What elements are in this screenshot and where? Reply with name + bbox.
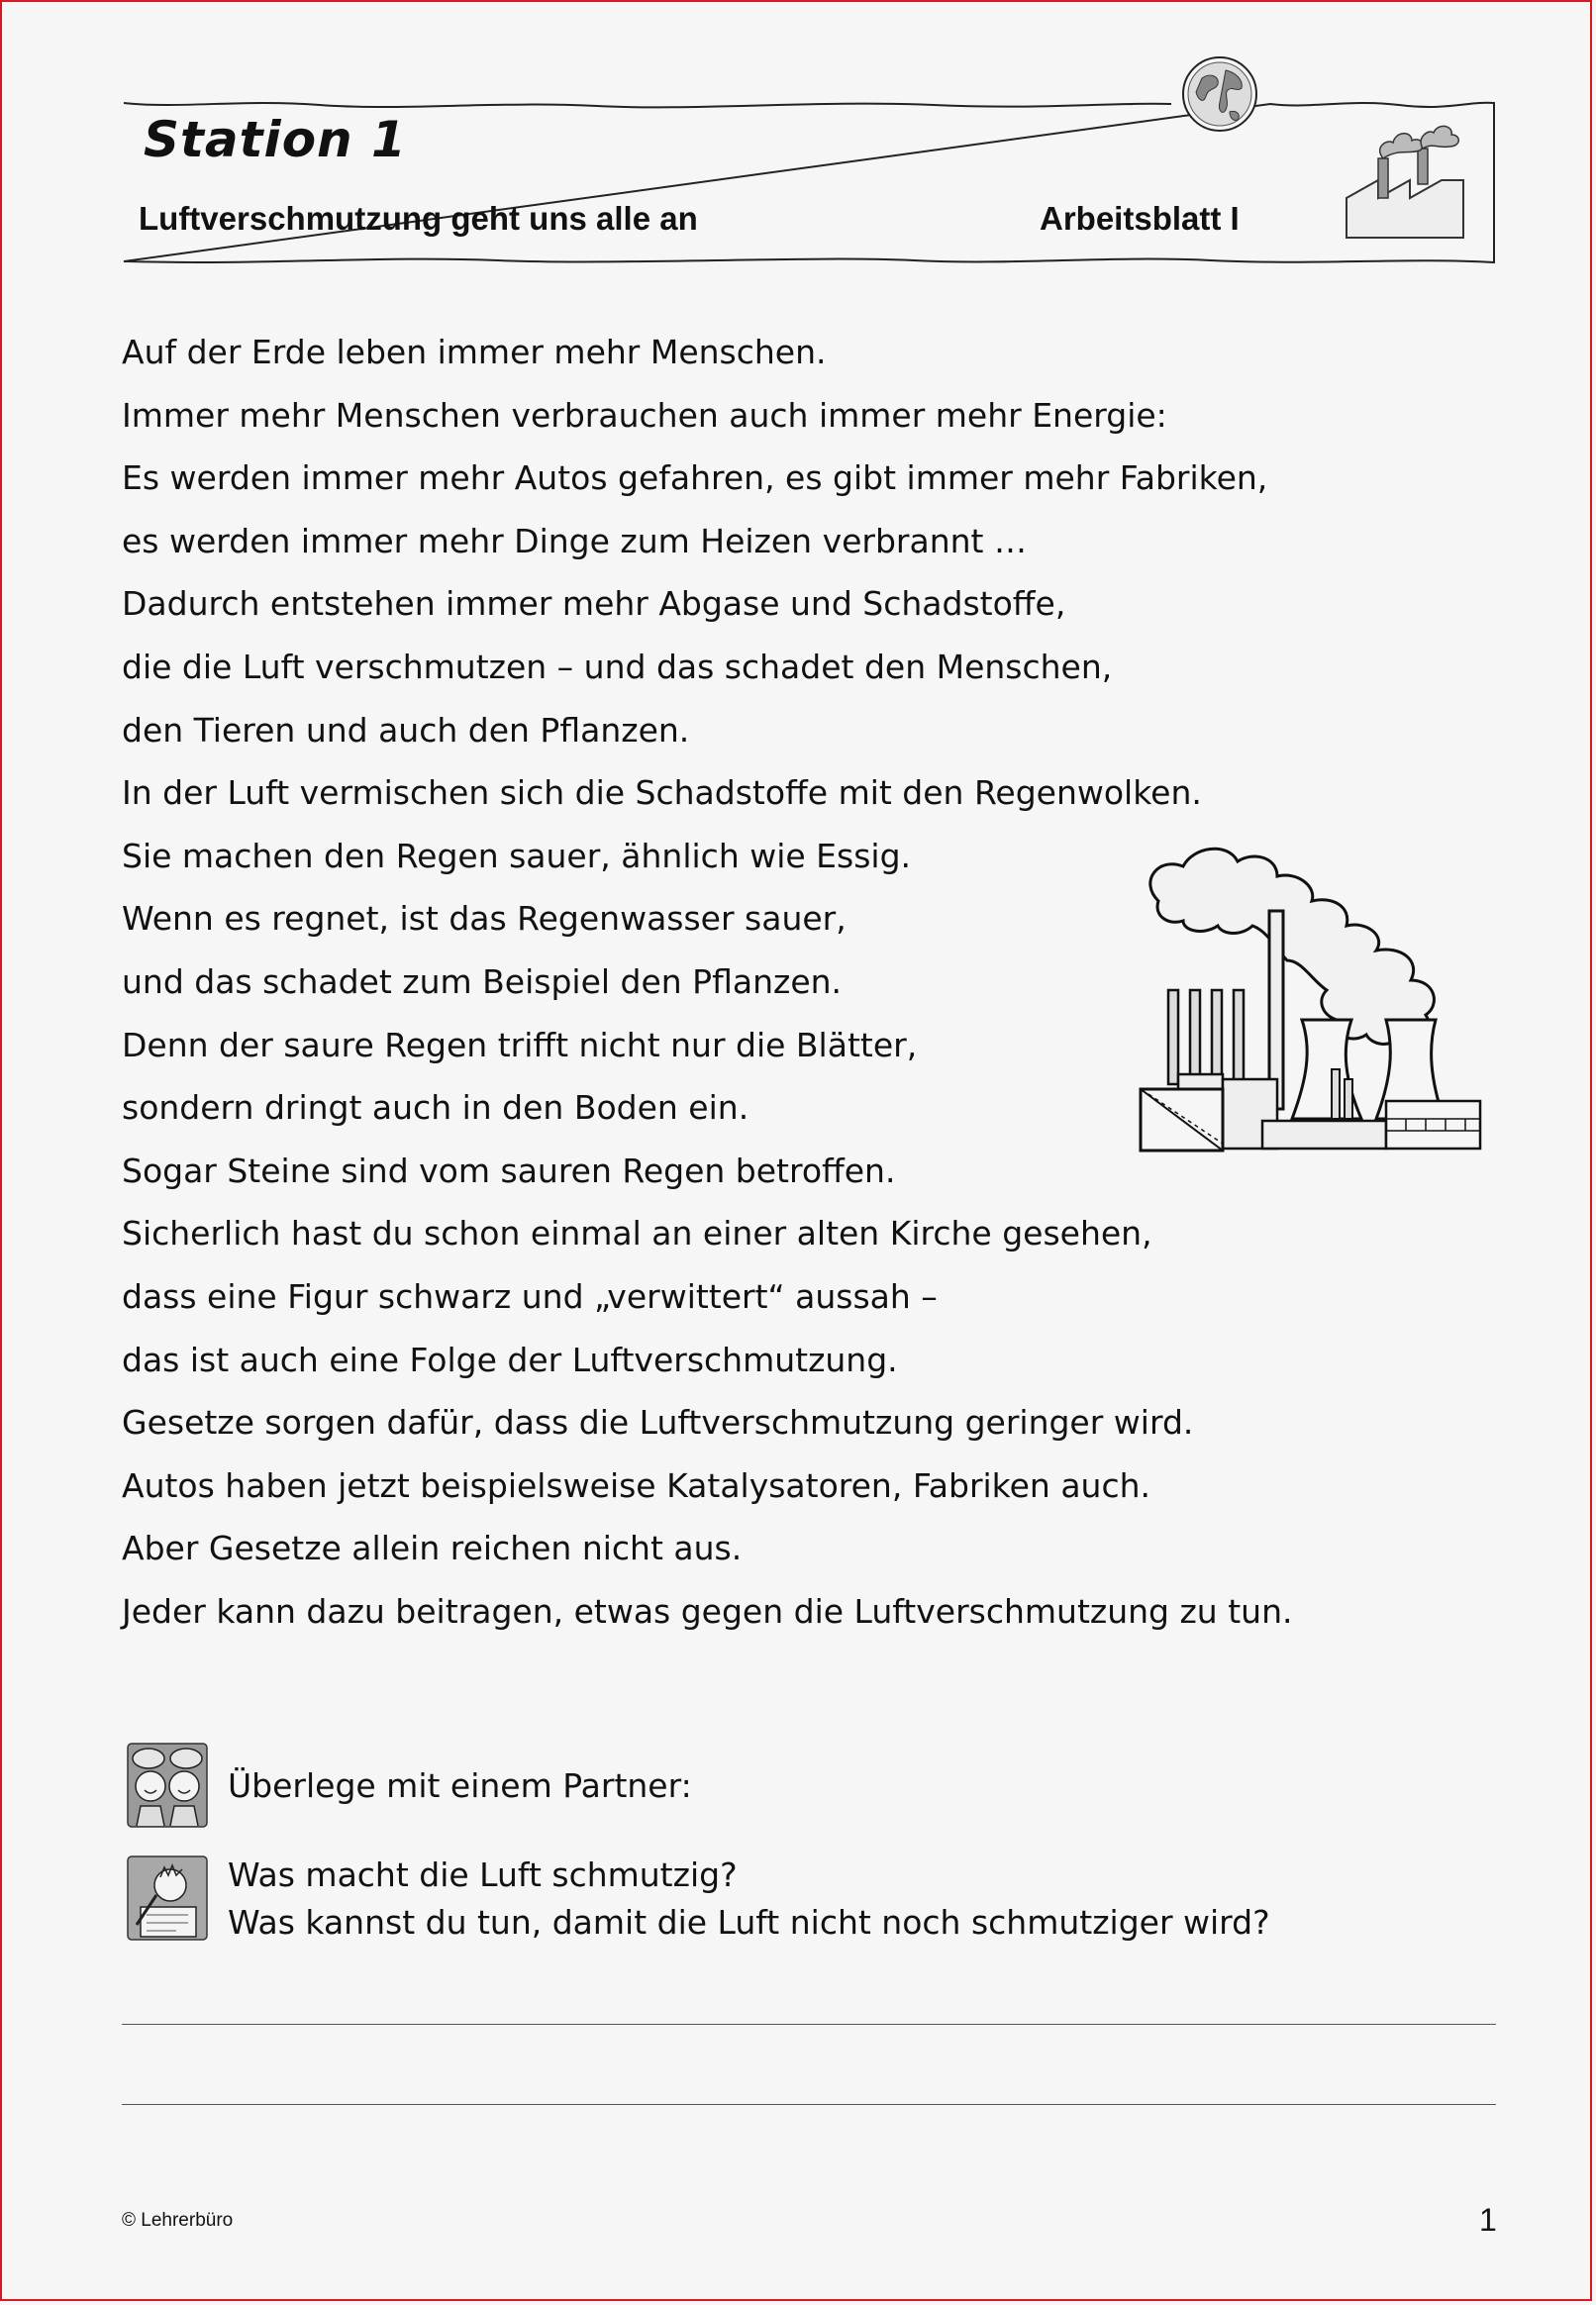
text-line: Immer mehr Menschen verbrauchen auch immer mehr Energie: — [122, 395, 1167, 435]
text-line: es werden immer mehr Dinge zum Heizen verbrannt … — [122, 521, 1027, 560]
text-line: dass eine Figur schwarz und „verwittert“ aussah – — [122, 1276, 938, 1316]
text-line: und das schadet zum Beispiel den Pflanzen. — [122, 961, 843, 1001]
partner-instruction: Überlege mit einem Partner: — [228, 1766, 692, 1805]
worksheet-subtitle: Luftverschmutzung geht uns alle an — [139, 200, 698, 237]
text-line: Es werden immer mehr Autos gefahren, es gibt immer mehr Fabriken, — [122, 458, 1268, 498]
text-line: den Tieren und auch den Pflanzen. — [122, 710, 690, 750]
text-line: Sicherlich hast du schon einmal an einer alten Kirche gesehen, — [122, 1214, 1152, 1253]
text-line: In der Luft vermischen sich die Schadstoffe mit den Regenwolken. — [122, 773, 1202, 813]
text-line: Auf der Erde leben immer mehr Menschen. — [122, 333, 827, 371]
text-line: Gesetze sorgen dafür, dass die Luftverschmutzung geringer wird. — [122, 1403, 1194, 1443]
text-line: Denn der saure Regen trifft nicht nur die Blätter, — [122, 1025, 918, 1064]
text-line: die die Luft verschmutzen – und das schadet den Menschen, — [122, 647, 1113, 686]
answer-line[interactable] — [122, 2104, 1496, 2105]
factory-icon — [1339, 119, 1467, 243]
text-line: das ist auch eine Folge der Luftverschmutzung. — [122, 1340, 898, 1379]
text-line: Wenn es regnet, ist das Regenwasser sauer, — [122, 899, 847, 939]
text-line: Jeder kann dazu beitragen, etwas gegen die Luftverschmutzung zu tun. — [122, 1591, 1293, 1631]
text-line: Aber Gesetze allein reichen nicht aus. — [122, 1529, 743, 1568]
text-line: Sogar Steine sind vom sauren Regen betroffen. — [122, 1151, 896, 1190]
station-title: Station 1 — [144, 111, 407, 168]
text-line: sondern dringt auch in den Boden ein. — [122, 1088, 749, 1128]
writing-task-icon — [127, 1855, 208, 1941]
power-plant-illustration — [1139, 842, 1485, 1158]
worksheet-label: Arbeitsblatt I — [1040, 200, 1240, 237]
partner-work-icon — [127, 1743, 208, 1828]
page-number: 1 — [1479, 2202, 1497, 2238]
question-what-can-you-do: Was kannst du tun, damit die Luft nicht noch schmutziger wird? — [228, 1903, 1270, 1942]
text-line: Dadurch entstehen immer mehr Abgase und Schadstoffe, — [122, 584, 1066, 624]
question-air-pollution-causes: Was macht die Luft schmutzig? — [228, 1855, 738, 1894]
text-line: Autos haben jetzt beispielsweise Katalysatoren, Fabriken auch. — [122, 1465, 1151, 1505]
globe-icon — [1180, 54, 1259, 134]
copyright-notice: © Lehrerbüro — [122, 2210, 234, 2231]
text-line: Sie machen den Regen sauer, ähnlich wie Essig. — [122, 836, 912, 875]
answer-line[interactable] — [122, 2024, 1496, 2025]
